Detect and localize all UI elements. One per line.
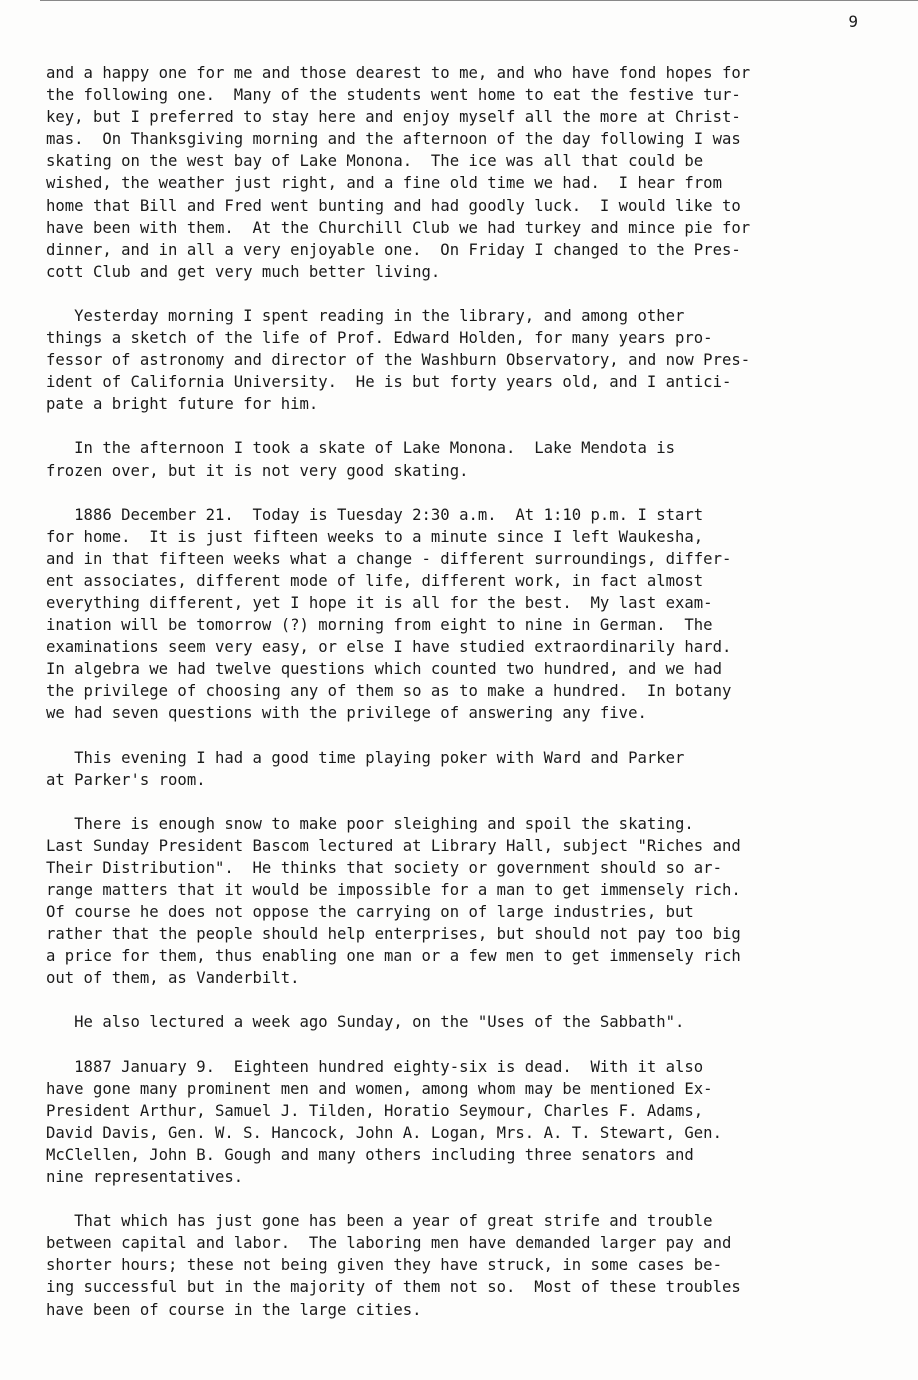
text-line: range matters that it would be impossible for a man to get immensely rich. <box>46 881 741 899</box>
paragraph <box>46 305 886 415</box>
text-line: David Davis, Gen. W. S. Hancock, John A. Logan, Mrs. A. T. Stewart, Gen. <box>46 1123 722 1142</box>
text-line: between capital and labor. The laboring men have demanded larger pay and <box>46 1234 732 1253</box>
text-line: skating on the west bay of Lake Monona. The ice was all that could be <box>46 152 704 171</box>
text-line: mas. On Thanksgiving morning and the afternoon of the day following I was <box>46 130 741 149</box>
text-line: everything different, yet I hope it is all for the best. My last exam- <box>46 593 713 612</box>
text-line: wished, the weather just right, and a fine old time we had. I hear from <box>46 174 722 193</box>
paragraph <box>46 1210 886 1320</box>
paragraph <box>46 747 886 791</box>
text-line: ing successful but in the majority of them not so. Most of these troubles <box>46 1278 741 1297</box>
text-line: shorter hours; these not being given they have struck, in some cases be- <box>46 1256 722 1275</box>
text-line: have been with them. At the Churchill Club we had turkey and mince pie for <box>46 218 751 237</box>
text-line: dinner, and in all a very enjoyable one. On Friday I changed to the Pres- <box>46 240 741 259</box>
text-line: nine representatives. <box>46 1168 244 1187</box>
text-line: a price for them, thus enabling one man or a few men to get immensely rich <box>46 947 741 966</box>
text-line: fessor of astronomy and director of the Washburn Observatory, and now Pres- <box>46 351 751 370</box>
text-line: There is enough snow to make poor sleighing and spoil the skating. <box>46 814 694 833</box>
text-line: have been of course in the large cities. <box>46 1300 422 1319</box>
text-line: things a sketch of the life of Prof. Edward Holden, for many years pro- <box>46 329 713 348</box>
text-line: Their Distribution". He thinks that society or government should so ar- <box>46 858 722 877</box>
text-line: at Parker's room. <box>46 770 206 789</box>
text-line: pate a bright future for him. <box>46 395 319 414</box>
text-line: and a happy one for me and those dearest to me, and who have fond hopes for <box>46 64 751 82</box>
paragraph <box>46 1056 886 1189</box>
text-line: President Arthur, Samuel J. Tilden, Horatio Seymour, Charles F. Adams, <box>46 1101 704 1120</box>
text-line: key, but I preferred to stay here and enjoy myself all the more at Christ- <box>46 108 741 127</box>
text-line: examinations seem very easy, or else I have studied extraordinarily hard. <box>46 638 732 657</box>
paragraph <box>46 813 886 990</box>
text-line: Last Sunday President Bascom lectured at Library Hall, subject "Riches and <box>46 836 741 855</box>
text-line: frozen over, but it is not very good skating. <box>46 461 469 480</box>
text-line: cott Club and get very much better living. <box>46 262 441 281</box>
paragraph <box>46 437 886 481</box>
text-line: rather that the people should help enterprises, but should not pay too big <box>46 925 741 944</box>
text-line: He also lectured a week ago Sunday, on the "Uses of the Sabbath". <box>46 1013 685 1032</box>
text-line: Yesterday morning I spent reading in the library, and among other <box>46 306 685 325</box>
page-number: 9 <box>848 12 858 31</box>
paragraph <box>46 504 886 725</box>
paragraph <box>46 1011 886 1033</box>
text-line: This evening I had a good time playing poker with Ward and Parker <box>46 748 685 767</box>
text-line: the privilege of choosing any of them so as to make a hundred. In botany <box>46 682 732 701</box>
text-line: ent associates, different mode of life, different work, in fact almost <box>46 571 704 590</box>
text-line: In the afternoon I took a skate of Lake Monona. Lake Mendota is <box>46 439 676 458</box>
text-line: ident of California University. He is but forty years old, and I antici- <box>46 373 732 392</box>
text-line: 1886 December 21. Today is Tuesday 2:30 a.m. At 1:10 p.m. I start <box>46 505 704 524</box>
text-line: That which has just gone has been a year of great strife and trouble <box>46 1212 713 1231</box>
text-line: have gone many prominent men and women, among whom may be mentioned Ex- <box>46 1079 713 1098</box>
text-line: home that Bill and Fred went bunting and had goodly luck. I would like to <box>46 196 741 215</box>
text-line: we had seven questions with the privilege of answering any five. <box>46 704 647 723</box>
text-line: Of course he does not oppose the carrying on of large industries, but <box>46 903 694 922</box>
text-line: McClellen, John B. Gough and many others including three senators and <box>46 1145 694 1164</box>
text-line: out of them, as Vanderbilt. <box>46 969 300 988</box>
text-line: for home. It is just fifteen weeks to a minute since I left Waukesha, <box>46 527 704 546</box>
text-line: and in that fifteen weeks what a change - different surroundings, differ- <box>46 549 732 568</box>
text-line: the following one. Many of the students went home to eat the festive tur- <box>46 86 741 105</box>
paragraph <box>46 62 886 283</box>
top-edge-rule <box>40 0 918 1</box>
body-text <box>46 62 886 1321</box>
text-line: In algebra we had twelve questions which counted two hundred, and we had <box>46 660 722 679</box>
text-line: 1887 January 9. Eighteen hundred eighty-six is dead. With it also <box>46 1057 704 1076</box>
text-line: ination will be tomorrow (?) morning from eight to nine in German. The <box>46 616 713 635</box>
